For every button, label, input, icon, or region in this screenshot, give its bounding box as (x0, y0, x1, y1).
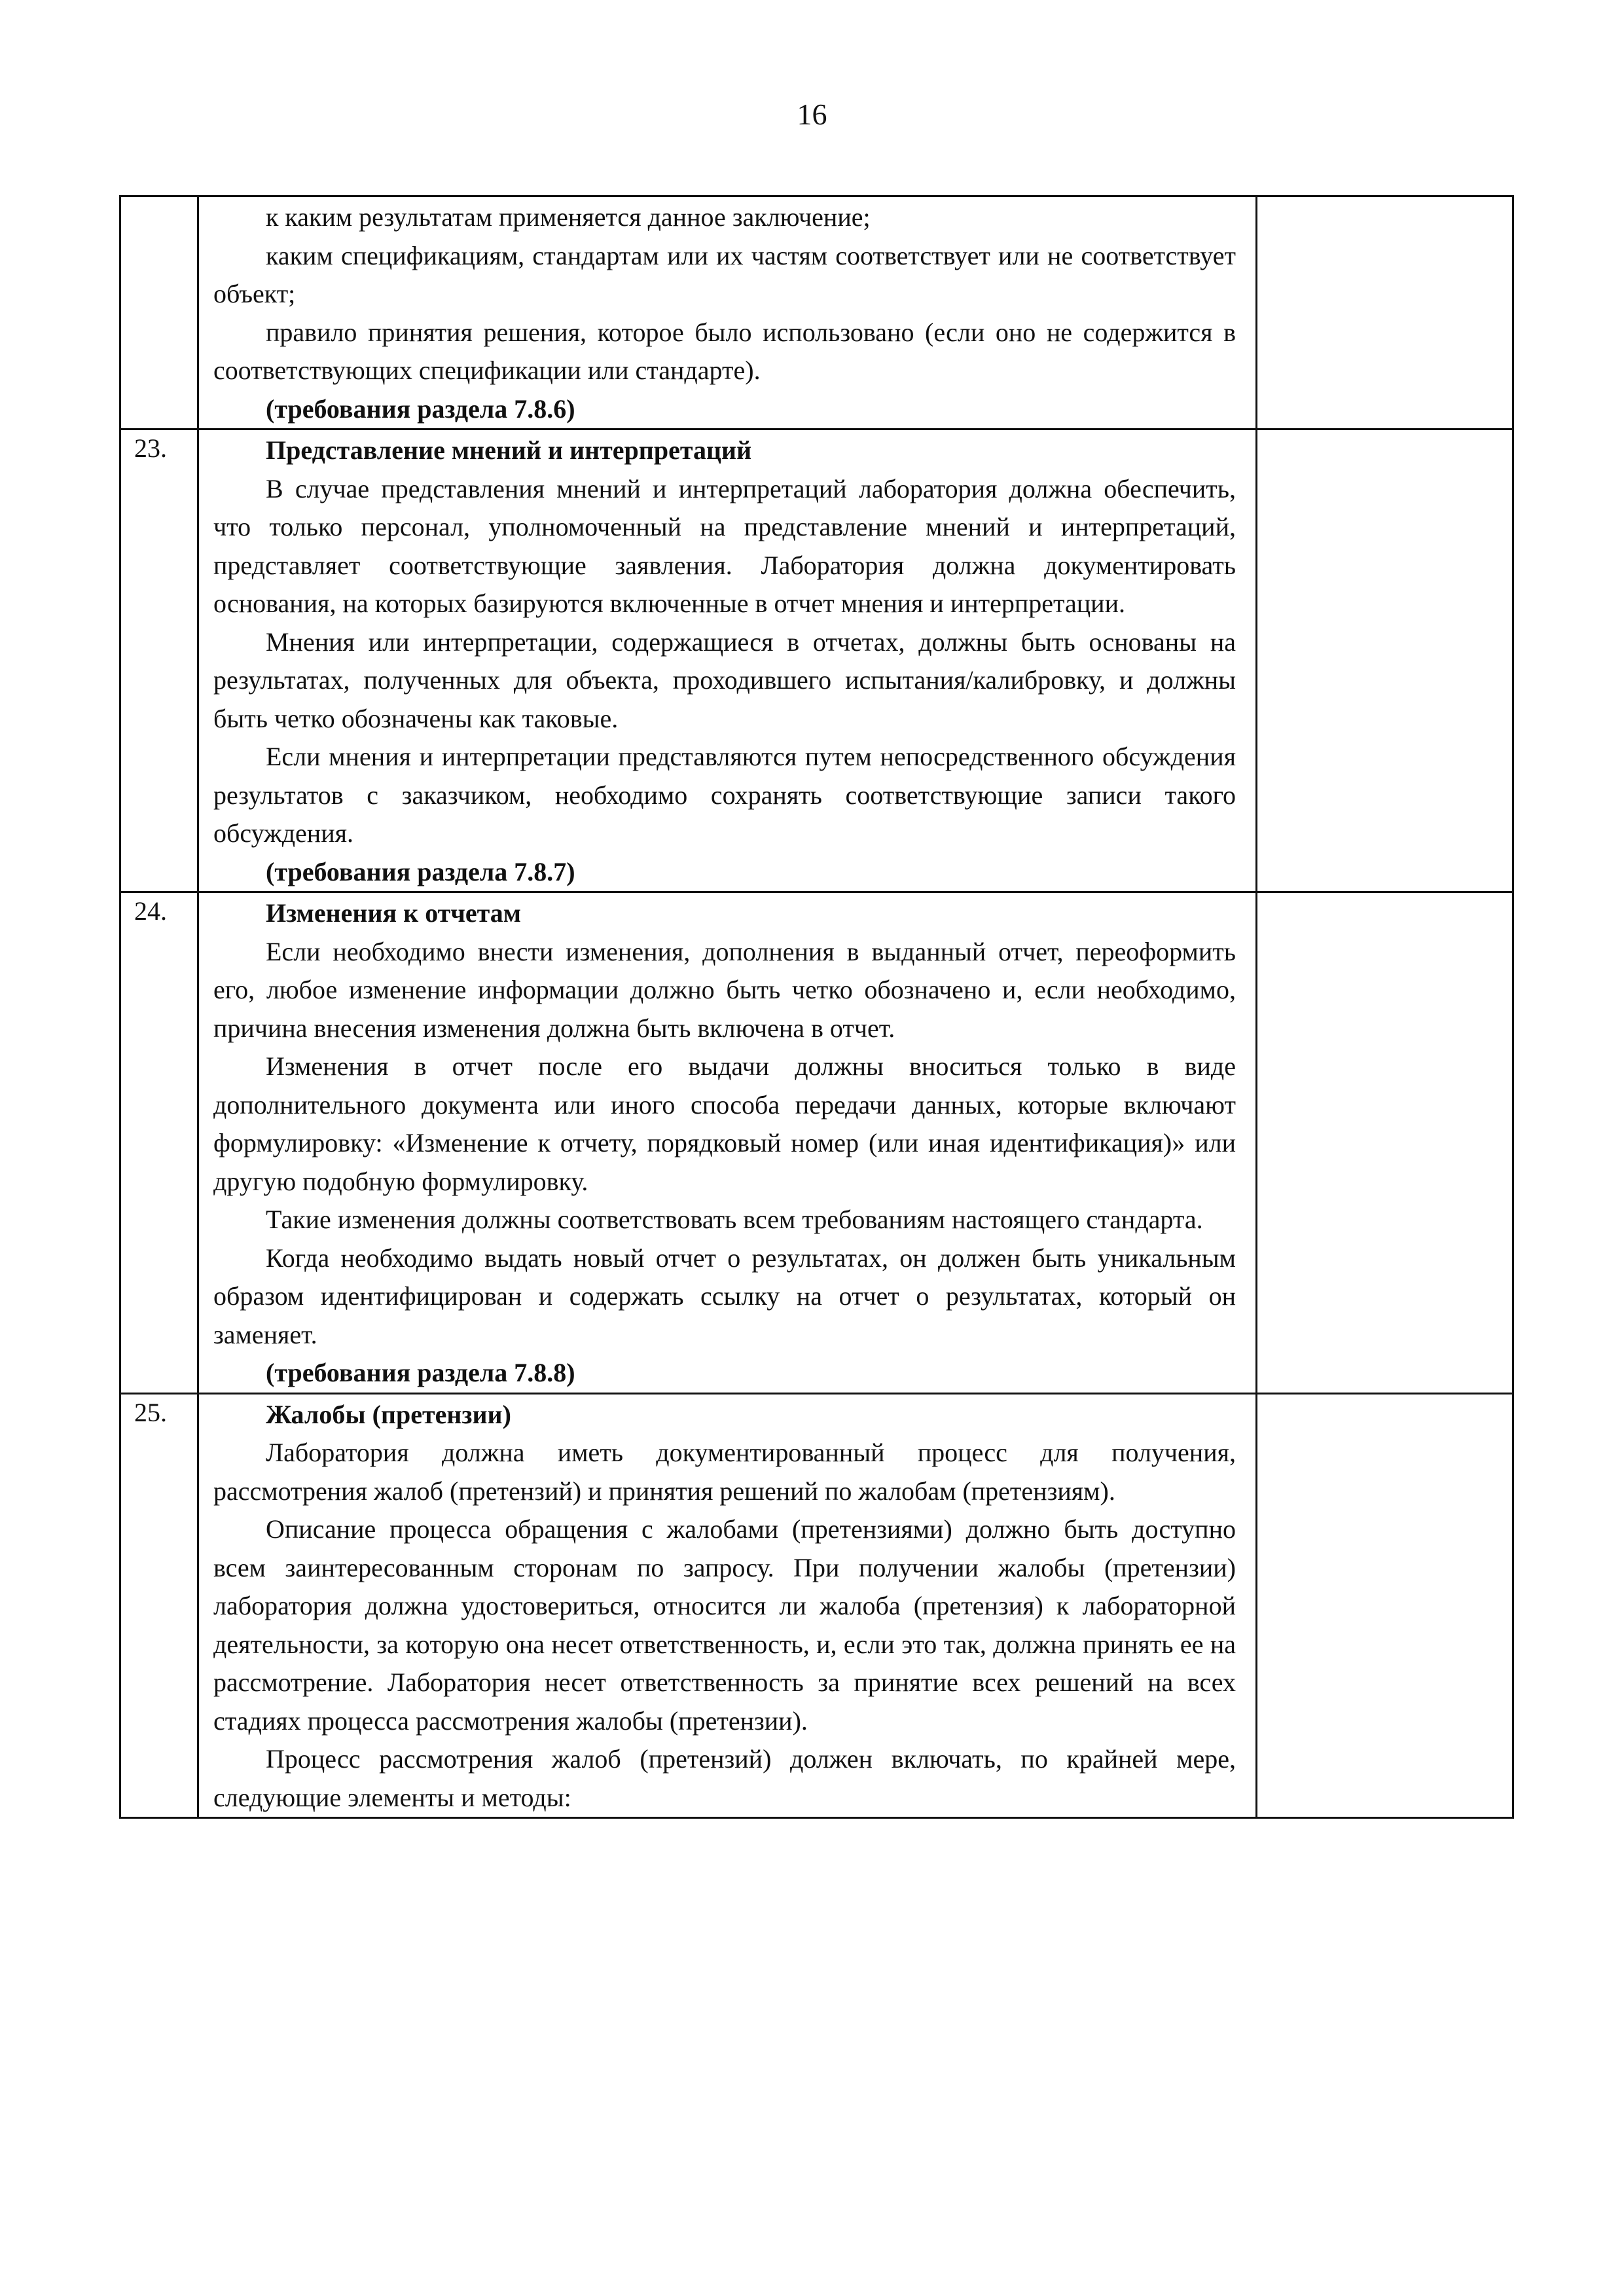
requirement-text-cell (198, 196, 1257, 429)
table-row (120, 892, 1513, 1394)
paragraph: Изменения в отчет после его выдачи должны вноситься только в виде дополнительного документа или иного способа передачи данных, которые включают формулировку: «Изменение к отчету, порядковый номер (или иная идентификация)» или другую подобную формулировку. (213, 1051, 1236, 1196)
section-title: Изменения к отчетам (266, 898, 522, 928)
paragraph: Мнения или интерпретации, содержащиеся в отчетах, должны быть основаны на результатах, полученных для объекта, проходившего испытания/калибровку, и должны быть четко обозначены как таковые. (213, 627, 1236, 733)
paragraph: Лаборатория должна иметь документированный процесс для получения, рассмотрения жалоб (претензий) и принятия решений по жалобам (претензиям). (213, 1438, 1236, 1506)
page-number: 16 (797, 98, 827, 131)
notes-cell (1257, 892, 1513, 1394)
paragraph: Описание процесса обращения с жалобами (претензиями) должно быть доступно всем заинтересованным сторонам по запросу. При получении жалобы (претензии) лаборатория должна удостовериться, относится ли жалоба (претензия) к лабораторной деятельности, за которую она несет ответственность, и, если это так, должна принять ее на рассмотрение. Лаборатория несет ответственность за принятие всех решений на всех стадиях процесса рассмотрения жалобы (претензии). (213, 1514, 1236, 1736)
requirement-text-cell (198, 892, 1257, 1394)
paragraph: В случае представления мнений и интерпретаций лаборатория должна обеспечить, что только персонал, уполномоченный на представление мнений и интерпретаций, представляет соответствующие заявления. Лаборатория должна документировать основания, на которых базируются включенные в отчет мнения и интерпретации. (213, 473, 1236, 618)
requirement-text-cell (198, 1393, 1257, 1818)
notes-cell (1257, 196, 1513, 429)
row-number-cell: 23. (120, 429, 198, 892)
paragraph: Если мнения и интерпретации представляются путем непосредственного обсуждения результатов с заказчиком, необходимо сохранять соответствующие записи такого обсуждения. (213, 742, 1236, 848)
paragraph: правило принятия решения, которое было использовано (если оно не содержится в соответствующих спецификации или стандарте). (213, 317, 1236, 385)
requirement-text-cell (198, 429, 1257, 892)
section-title: Представление мнений и интерпретаций (266, 435, 752, 465)
table-row (120, 196, 1513, 429)
notes-cell (1257, 1393, 1513, 1818)
paragraph: Если необходимо внести изменения, дополнения в выданный отчет, переоформить его, любое изменение информации должно быть четко обозначено и, если необходимо, причина внесения изменения должна быть включена в отчет. (213, 936, 1236, 1043)
requirements-table (119, 195, 1514, 1819)
row-number-cell (120, 196, 198, 429)
paragraph: Когда необходимо выдать новый отчет о результатах, он должен быть уникальным образом идентифицирован и содержать ссылку на отчет о результатах, который он заменяет. (213, 1243, 1236, 1349)
table-row (120, 429, 1513, 892)
row-number-cell: 25. (120, 1393, 198, 1818)
table-row (120, 1393, 1513, 1818)
section-title: Жалобы (претензии) (266, 1399, 511, 1429)
paragraph: Процесс рассмотрения жалоб (претензий) должен включать, по крайней мере, следующие элементы и методы: (213, 1744, 1236, 1812)
section-reference: (требования раздела 7.8.6) (266, 393, 575, 424)
paragraph: каким спецификациям, стандартам или их частям соответствует или не соответствует объект; (213, 240, 1236, 308)
notes-cell (1257, 429, 1513, 892)
row-number-cell: 24. (120, 892, 198, 1394)
section-reference: (требования раздела 7.8.8) (266, 1358, 575, 1387)
section-reference: (требования раздела 7.8.7) (266, 856, 575, 886)
paragraph: к каким результатам применяется данное заключение; (266, 202, 871, 232)
paragraph: Такие изменения должны соответствовать всем требованиям настоящего стандарта. (266, 1205, 1203, 1234)
